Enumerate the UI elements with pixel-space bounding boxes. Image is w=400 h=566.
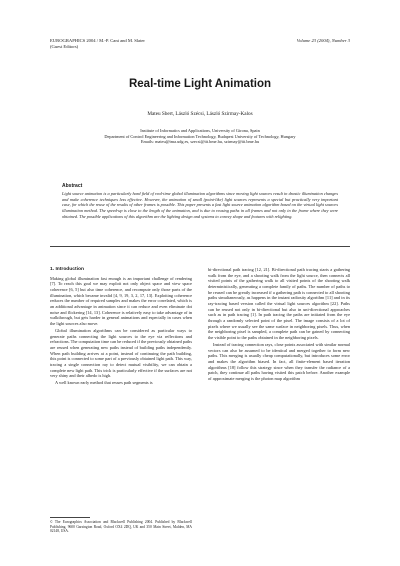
section-heading-introduction: 1. Introduction <box>50 267 84 272</box>
abstract-text: Light source animation is a particularly hard field of real-time global illumination algorithms since moving light sources result in drastic illumination changes and make coherence techniques less effective. However, the animation of small (point-like) light sources represents a special but practically very important case, for which the reuse of the results of other frames is possible. This paper presents a fast light source animation algorithm based on the virtual light sources illumination method. The speed-up is close to the length of the animation, and is due to reusing paths in all frames and not only in the frame where they were obtained. The possible applications of this algorithm are the lighting design and systems to convey shape and features with relighting. <box>62 190 338 219</box>
affiliations <box>60 128 340 145</box>
author-list: Mateu Sbert, László Szécsi, László Szirmay-Kalos <box>147 111 253 117</box>
intro-paragraph-2: Global illumination algorithms can be considered as particular ways to generate paths connecting the light sources to the eye via reflections and refractions. The computation time can be reduced if the previously obtained paths are reused when generating new paths instead of building paths independently. When path building arrives at a point, instead of continuing the path building, this point is connected to some part of a previously obtained light path. This way, tracing a single connection ray to detect mutual visibility, we can obtain a complete new light path. This trick is particularly effective if the surfaces are not very shiny and their albedo is high. <box>50 328 193 379</box>
intro-paragraph-1: Making global illumination fast enough is an important challenge of rendering [7]. To reach this goal we may exploit not only object space and view space coherence [6, 5] but also time coherence, and recompute only those parts of the illumination, which became invalid [4, 9, 19, 3, 2, 17, 13]. Exploiting coherence reduces the number of required samples and makes the error correlated, which is an additional advantage in animation since it can reduce and even eliminate dot noise and flickering [14, 13]. Coherence is relatively easy to take advantage of in walkthrough, but gets harder in general animations and especially in cases when the light sources also move. <box>50 275 192 326</box>
left-column <box>50 267 192 386</box>
right-column <box>208 267 350 382</box>
intro-paragraph-3: A well known early method that reuses path segments is <box>55 380 153 386</box>
abstract-block <box>62 184 338 220</box>
running-header <box>50 38 145 49</box>
abstract-heading: Abstract <box>62 183 83 189</box>
intro-paragraph-4: bi-directional path tracing [12, 21]. Bi-directional path tracing starts a gathering walk from the eye, and a shooting walk from the light source, then connects all visited points of the gathering walk to all visited points of the shooting walk deterministically, generating a complete family of paths. The number of paths to be reused can be greatly increased if a gathering path is connected to all shooting paths simultaneously, as happens in the instant radiosity algorithm [11] and in its ray-tracing based version called the virtual light sources algorithm [22]. Paths can be reused not only in bi-directional but also in uni-directional approaches such as in path tracing [1]. In path tracing the paths are initiated from the eye through a randomly selected point of the pixel. The image consists of a lot of pixels where we usually see the same surface in neighboring pixels. Thus, when the neighboring pixel is sampled, a complete path can be gained by connecting the visible point to the paths obtained in the neighboring pixels. <box>208 267 350 340</box>
affiliation-girona: Institute of Informatics and Applications, University of Girona, Spain <box>140 128 260 133</box>
volume-line: Volume 23 (2004), Number 3 <box>296 38 350 43</box>
footnote-divider <box>50 517 90 518</box>
paper-title: Real-time Light Animation <box>128 78 272 90</box>
abstract-divider <box>50 246 350 247</box>
affiliation-budapest: Department of Control Engineering and Information Technology, Budapest University of Technology, Hungary <box>104 133 296 139</box>
author-emails: Emails: mateu@ima.udg.es, szecsi@iit.bme.hu, szirmay@iit.bme.hu <box>140 139 260 145</box>
intro-paragraph-5: Instead of tracing connection rays, close points associated with similar normal vectors can also be assumed to be identical and merged together to form new paths. This merging is usually cheap computationally, but introduces some error and makes the algorithm biased. In fact, all finite-element based iteration algorithms [18] follow this strategy since when they transfer the radiance of a patch, they continue all paths having visited this patch before. Another example of approximate merging is the photon map algorithm <box>208 342 350 381</box>
copyright-footnote: © The Eurographics Association and Blackwell Publishing 2004. Published by Blackwell Publishing, 9600 Garsington Road, Oxford OX4 2DQ, UK and 350 Main Street, Malden, MA 02148, USA. <box>50 520 192 534</box>
guest-editors-line: (Guest Editors) <box>50 43 79 49</box>
journal-line: EUROGRAPHICS 2004 / M.-P. Cani and M. Slater <box>50 38 145 43</box>
